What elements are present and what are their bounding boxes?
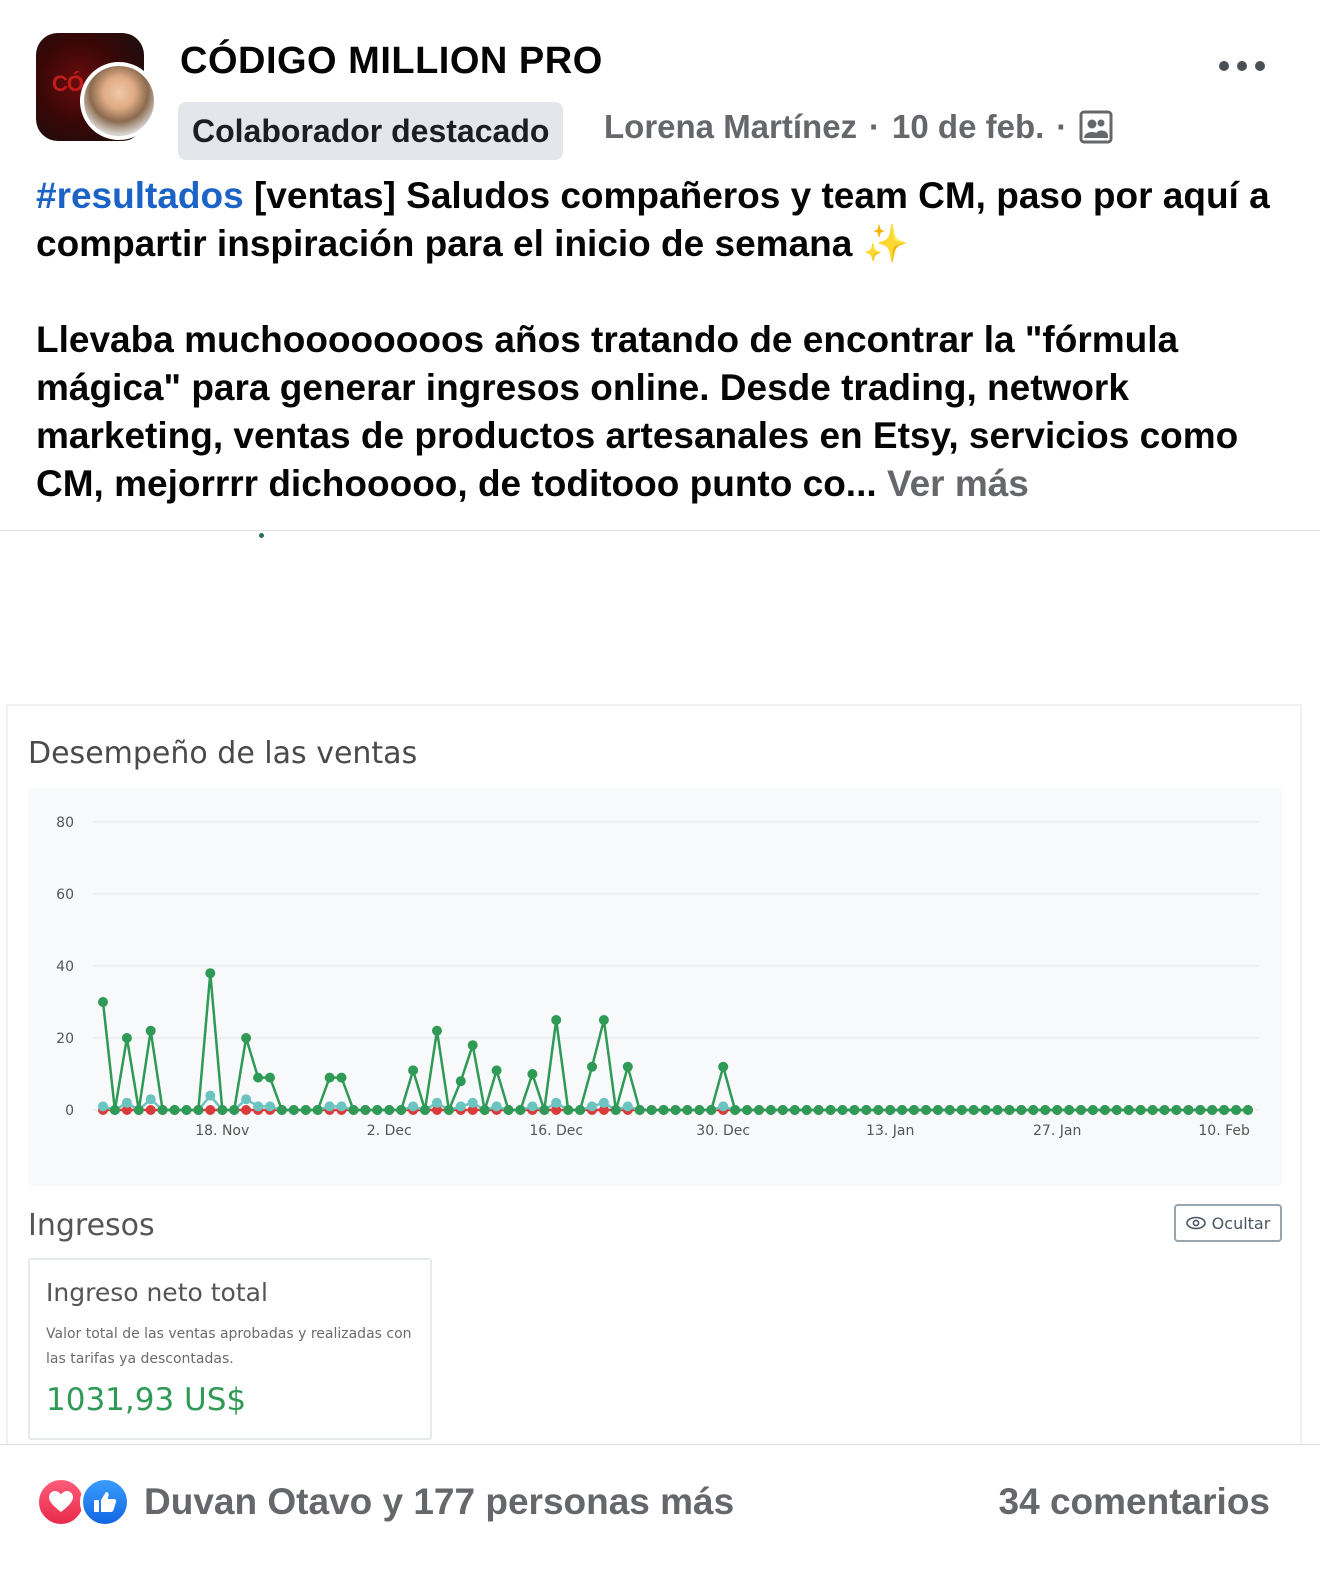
post-meta — [604, 106, 1113, 148]
comments-count[interactable]: 34 comentarios — [998, 1481, 1270, 1522]
x-tick-label: 18. Nov — [195, 1123, 250, 1139]
data-point-green — [635, 1105, 645, 1115]
data-point-teal — [527, 1101, 537, 1111]
x-tick-label: 2. Dec — [366, 1123, 412, 1139]
data-point-green — [993, 1105, 1003, 1115]
data-point-green — [158, 1105, 168, 1115]
meta-separator: · — [1056, 108, 1068, 145]
data-point-green — [1183, 1105, 1193, 1115]
data-point-green — [193, 1105, 203, 1115]
data-point-green — [349, 1105, 359, 1115]
data-point-green — [957, 1105, 967, 1115]
data-point-green — [838, 1105, 848, 1115]
card-value: 1031,93 US$ — [46, 1382, 247, 1418]
data-point-green — [563, 1105, 573, 1115]
hashtag-link[interactable]: #resultados — [36, 175, 244, 216]
data-point-green — [1219, 1105, 1229, 1115]
data-point-green — [146, 1026, 156, 1036]
decorative-dot — [259, 533, 264, 538]
x-tick-label: 10. Feb — [1198, 1123, 1250, 1139]
data-point-green — [1195, 1105, 1205, 1115]
reactions-text[interactable]: Duvan Otavo y 177 personas más — [144, 1481, 735, 1522]
y-tick-label: 0 — [65, 1103, 74, 1119]
data-point-green — [861, 1105, 871, 1115]
data-point-green — [611, 1105, 621, 1115]
data-point-green — [229, 1105, 239, 1115]
data-point-green — [885, 1105, 895, 1115]
ingresos-title: Ingresos — [28, 1208, 155, 1243]
y-tick-label: 40 — [56, 959, 74, 975]
x-tick-label: 27. Jan — [1033, 1123, 1082, 1139]
data-point-green — [182, 1105, 192, 1115]
data-point-teal — [551, 1098, 561, 1108]
data-point-red — [205, 1105, 215, 1115]
data-point-green — [325, 1073, 335, 1083]
data-point-teal — [122, 1098, 132, 1108]
data-point-green — [241, 1033, 251, 1043]
data-point-green — [289, 1105, 299, 1115]
data-point-green — [969, 1105, 979, 1115]
x-tick-label: 30. Dec — [696, 1123, 751, 1139]
data-point-green — [396, 1105, 406, 1115]
data-point-green — [265, 1073, 275, 1083]
data-point-green — [897, 1105, 907, 1115]
net-income-card — [28, 1258, 432, 1440]
divider — [0, 530, 1320, 531]
data-point-green — [217, 1105, 227, 1115]
data-point-green — [360, 1105, 370, 1115]
heart-reaction-icon — [36, 1477, 86, 1527]
y-tick-label: 20 — [56, 1031, 74, 1047]
data-point-teal — [337, 1101, 347, 1111]
post-line-text: [ventas] Saludos compañeros y team CM, paso por aquí a compartir inspiración para el inicio de semana — [36, 175, 1270, 264]
see-more-link[interactable]: Ver más — [886, 463, 1029, 504]
data-point-green — [921, 1105, 931, 1115]
data-point-green — [682, 1105, 692, 1115]
data-point-green — [444, 1105, 454, 1115]
data-point-green — [718, 1062, 728, 1072]
data-point-green — [1088, 1105, 1098, 1115]
data-point-green — [313, 1105, 323, 1115]
data-point-green — [1076, 1105, 1086, 1115]
post-header — [0, 0, 1320, 165]
data-point-teal — [98, 1101, 108, 1111]
data-point-green — [170, 1105, 180, 1115]
x-tick-label: 16. Dec — [529, 1123, 584, 1139]
data-point-green — [432, 1026, 442, 1036]
data-point-teal — [718, 1101, 728, 1111]
data-point-green — [814, 1105, 824, 1115]
post-text — [36, 172, 1284, 508]
card-description: Valor total de las ventas aprobadas y realizadas con las tarifas ya descontadas. — [46, 1326, 412, 1367]
data-point-green — [1100, 1105, 1110, 1115]
data-point-green — [790, 1105, 800, 1115]
chart-svg — [28, 788, 1282, 1186]
data-point-green — [730, 1105, 740, 1115]
data-point-green — [587, 1062, 597, 1072]
hide-button-label: Ocultar — [1211, 1213, 1271, 1233]
data-point-green — [515, 1105, 525, 1115]
eye-icon — [1186, 1216, 1206, 1230]
data-point-green — [766, 1105, 776, 1115]
like-reaction-icon — [80, 1477, 130, 1527]
data-point-green — [1040, 1105, 1050, 1115]
author-name[interactable]: Lorena Martínez — [604, 108, 858, 145]
data-point-green — [1207, 1105, 1217, 1115]
data-point-teal — [241, 1094, 251, 1104]
data-point-green — [826, 1105, 836, 1115]
post-paragraph-2 — [36, 316, 1284, 508]
data-point-green — [122, 1033, 132, 1043]
meta-separator: · — [869, 108, 881, 145]
data-point-green — [909, 1105, 919, 1115]
data-point-teal — [599, 1098, 609, 1108]
data-point-teal — [432, 1098, 442, 1108]
data-point-teal — [587, 1101, 597, 1111]
data-point-green — [337, 1073, 347, 1083]
data-point-green — [849, 1105, 859, 1115]
group-name[interactable]: CÓDIGO MILLION PRO — [180, 40, 603, 82]
contributor-badge[interactable]: Colaborador destacado — [178, 102, 563, 160]
reactions-bar — [0, 1445, 1320, 1582]
data-point-green — [873, 1105, 883, 1115]
hide-button[interactable] — [1174, 1204, 1282, 1242]
data-point-teal — [492, 1101, 502, 1111]
data-point-green — [480, 1105, 490, 1115]
data-point-teal — [205, 1091, 215, 1101]
author-avatar[interactable] — [80, 62, 158, 140]
data-point-teal — [253, 1101, 263, 1111]
data-point-green — [504, 1105, 514, 1115]
data-point-teal — [408, 1101, 418, 1111]
data-point-green — [98, 997, 108, 1007]
data-point-green — [372, 1105, 382, 1115]
x-tick-label: 13. Jan — [866, 1123, 915, 1139]
y-tick-label: 80 — [56, 815, 74, 831]
data-point-green — [742, 1105, 752, 1115]
post-image[interactable] — [6, 704, 1302, 1444]
data-point-green — [420, 1105, 430, 1115]
data-point-green — [384, 1105, 394, 1115]
data-point-green — [706, 1105, 716, 1115]
data-point-green — [1052, 1105, 1062, 1115]
data-point-green — [551, 1015, 561, 1025]
data-point-green — [623, 1062, 633, 1072]
data-point-green — [277, 1105, 287, 1115]
data-point-green — [1160, 1105, 1170, 1115]
reaction-icons[interactable] — [36, 1477, 136, 1527]
data-point-green — [1148, 1105, 1158, 1115]
data-point-green — [110, 1105, 120, 1115]
sparkle-emoji: ✨ — [862, 223, 909, 264]
data-point-teal — [325, 1101, 335, 1111]
data-point-green — [933, 1105, 943, 1115]
data-point-green — [1136, 1105, 1146, 1115]
data-point-green — [253, 1073, 263, 1083]
data-point-green — [1171, 1105, 1181, 1115]
series-line-green — [103, 973, 1248, 1110]
data-point-green — [456, 1076, 466, 1086]
sales-chart — [28, 788, 1282, 1186]
data-point-green — [694, 1105, 704, 1115]
card-title: Ingreso neto total — [46, 1278, 268, 1307]
data-point-red — [241, 1105, 251, 1115]
data-point-green — [659, 1105, 669, 1115]
data-point-teal — [265, 1101, 275, 1111]
data-point-green — [301, 1105, 311, 1115]
data-point-green — [1005, 1105, 1015, 1115]
data-point-green — [539, 1105, 549, 1115]
group-avatar-text: CÓ — [52, 71, 83, 96]
data-point-green — [754, 1105, 764, 1115]
data-point-green — [945, 1105, 955, 1115]
data-point-green — [671, 1105, 681, 1115]
data-point-green — [1243, 1105, 1253, 1115]
data-point-green — [802, 1105, 812, 1115]
data-point-green — [205, 968, 215, 978]
data-point-green — [1112, 1105, 1122, 1115]
data-point-green — [575, 1105, 585, 1115]
data-point-green — [1064, 1105, 1074, 1115]
data-point-green — [599, 1015, 609, 1025]
data-point-green — [981, 1105, 991, 1115]
data-point-teal — [623, 1101, 633, 1111]
data-point-green — [527, 1069, 537, 1079]
post-date[interactable]: 10 de feb. — [892, 108, 1045, 145]
data-point-green — [1016, 1105, 1026, 1115]
data-point-red — [146, 1105, 156, 1115]
members-icon — [1079, 110, 1113, 144]
data-point-green — [1028, 1105, 1038, 1115]
more-options-icon[interactable] — [1212, 48, 1272, 84]
data-point-teal — [146, 1094, 156, 1104]
data-point-teal — [456, 1101, 466, 1111]
data-point-green — [134, 1105, 144, 1115]
post-paragraph-1 — [36, 172, 1284, 268]
data-point-green — [408, 1065, 418, 1075]
chart-title: Desempeño de las ventas — [28, 736, 418, 771]
y-tick-label: 60 — [56, 887, 74, 903]
post-paragraph-text: Llevaba muchoooooooos años tratando de encontrar la "fórmula mágica" para generar ingresos online. Desde trading, network marketing, ventas de productos artesanales en Etsy, servicios como CM, mejorrrr dichooooo, de toditooo punto co... — [36, 319, 1239, 504]
data-point-green — [492, 1065, 502, 1075]
data-point-green — [647, 1105, 657, 1115]
data-point-green — [468, 1040, 478, 1050]
data-point-green — [1124, 1105, 1134, 1115]
data-point-green — [778, 1105, 788, 1115]
data-point-teal — [468, 1098, 478, 1108]
data-point-green — [1231, 1105, 1241, 1115]
